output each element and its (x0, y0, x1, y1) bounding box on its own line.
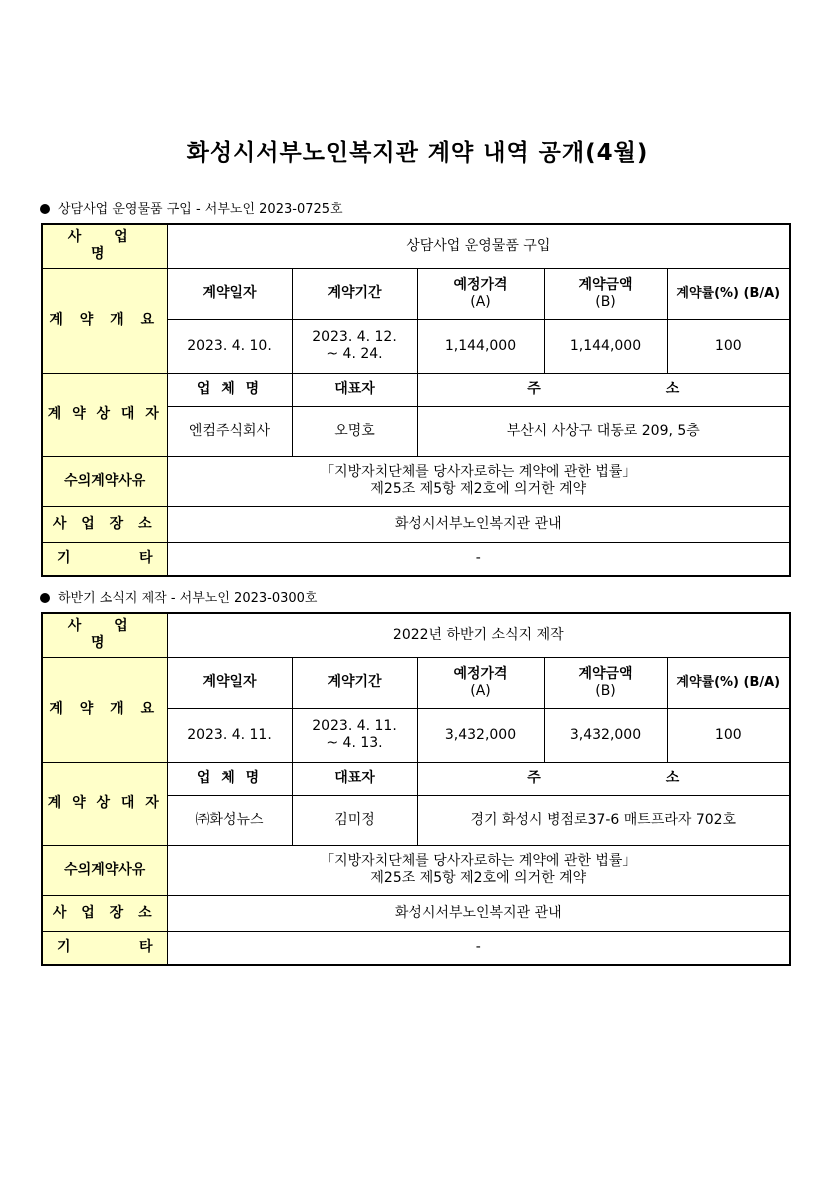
header-contract-date: 계약일자 (167, 268, 292, 319)
row-overview-header (42, 268, 790, 319)
business-place-value: 화성시서부노인복지관 관내 (167, 506, 790, 542)
estimated-price-value: 3,432,000 (417, 708, 544, 762)
estimated-price-value: 1,144,000 (417, 319, 544, 373)
row-business-place (42, 506, 790, 542)
row-business-name (42, 613, 790, 657)
row-counterparty-header (42, 373, 790, 406)
contract-date-value: 2023. 4. 11. (167, 708, 292, 762)
company-name-value: 엔컴주식회사 (167, 406, 292, 456)
label-business-name: 사 업 명 (42, 224, 167, 268)
etc-value: - (167, 542, 790, 576)
page-title: 화성시서부노인복지관 계약 내역 공개(4월) (186, 140, 649, 166)
contract-period-value: 2023. 4. 11. ~ 4. 13. (292, 708, 417, 762)
row-etc (42, 542, 790, 576)
etc-value: - (167, 931, 790, 965)
section-heading-2 (40, 587, 317, 606)
label-etc: 기 타 (42, 542, 167, 576)
header-company-name: 업 체 명 (167, 373, 292, 406)
contract-table-2 (41, 612, 791, 966)
header-address: 주 소 (417, 762, 790, 795)
header-estimated-price: 예정가격 (A) (417, 657, 544, 708)
contract-amount-value: 1,144,000 (544, 319, 667, 373)
row-counterparty-header (42, 762, 790, 795)
row-etc (42, 931, 790, 965)
company-name-value: ㈜화성뉴스 (167, 795, 292, 845)
private-reason-value: 「지방자치단체를 당사자로하는 계약에 관한 법률」 제25조 제5항 제2호에 의거한 계약 (167, 456, 790, 506)
header-contract-period: 계약기간 (292, 657, 417, 708)
label-private-reason: 수의계약사유 (42, 456, 167, 506)
contract-date-value: 2023. 4. 10. (167, 319, 292, 373)
bullet-icon (40, 204, 50, 214)
label-etc: 기 타 (42, 931, 167, 965)
row-private-reason (42, 456, 790, 506)
header-contract-date: 계약일자 (167, 657, 292, 708)
representative-value: 오명호 (292, 406, 417, 456)
address-value: 부산시 사상구 대동로 209, 5층 (417, 406, 790, 456)
representative-value: 김미정 (292, 795, 417, 845)
header-representative: 대표자 (292, 373, 417, 406)
header-address: 주 소 (417, 373, 790, 406)
contract-table-1 (41, 223, 791, 577)
business-name-value: 상담사업 운영물품 구입 (167, 224, 790, 268)
label-private-reason: 수의계약사유 (42, 845, 167, 895)
header-contract-rate: 계약률(%) (B/A) (667, 268, 790, 319)
private-reason-value: 「지방자치단체를 당사자로하는 계약에 관한 법률」 제25조 제5항 제2호에 의거한 계약 (167, 845, 790, 895)
header-contract-period: 계약기간 (292, 268, 417, 319)
row-overview-header (42, 657, 790, 708)
section-heading-text: 하반기 소식지 제작 - 서부노인 2023-0300호 (58, 591, 318, 606)
header-contract-rate: 계약률(%) (B/A) (667, 657, 790, 708)
label-contract-overview: 계 약 개 요 (42, 268, 167, 373)
header-estimated-price: 예정가격 (A) (417, 268, 544, 319)
business-place-value: 화성시서부노인복지관 관내 (167, 895, 790, 931)
label-counterparty: 계 약 상 대 자 (42, 762, 167, 845)
contract-period-value: 2023. 4. 12. ~ 4. 24. (292, 319, 417, 373)
label-contract-overview: 계 약 개 요 (42, 657, 167, 762)
header-contract-amount: 계약금액 (B) (544, 268, 667, 319)
header-representative: 대표자 (292, 762, 417, 795)
contract-rate-value: 100 (667, 319, 790, 373)
bullet-icon (40, 593, 50, 603)
label-counterparty: 계 약 상 대 자 (42, 373, 167, 456)
label-business-place: 사 업 장 소 (42, 895, 167, 931)
contract-amount-value: 3,432,000 (544, 708, 667, 762)
header-contract-amount: 계약금액 (B) (544, 657, 667, 708)
row-business-place (42, 895, 790, 931)
row-business-name (42, 224, 790, 268)
header-company-name: 업 체 명 (167, 762, 292, 795)
contract-rate-value: 100 (667, 708, 790, 762)
label-business-name: 사 업 명 (42, 613, 167, 657)
section-heading-text: 상담사업 운영물품 구입 - 서부노인 2023-0725호 (58, 202, 343, 217)
section-heading-1 (40, 198, 343, 217)
business-name-value: 2022년 하반기 소식지 제작 (167, 613, 790, 657)
label-business-place: 사 업 장 소 (42, 506, 167, 542)
address-value: 경기 화성시 병점로37-6 매트프라자 702호 (417, 795, 790, 845)
row-private-reason (42, 845, 790, 895)
